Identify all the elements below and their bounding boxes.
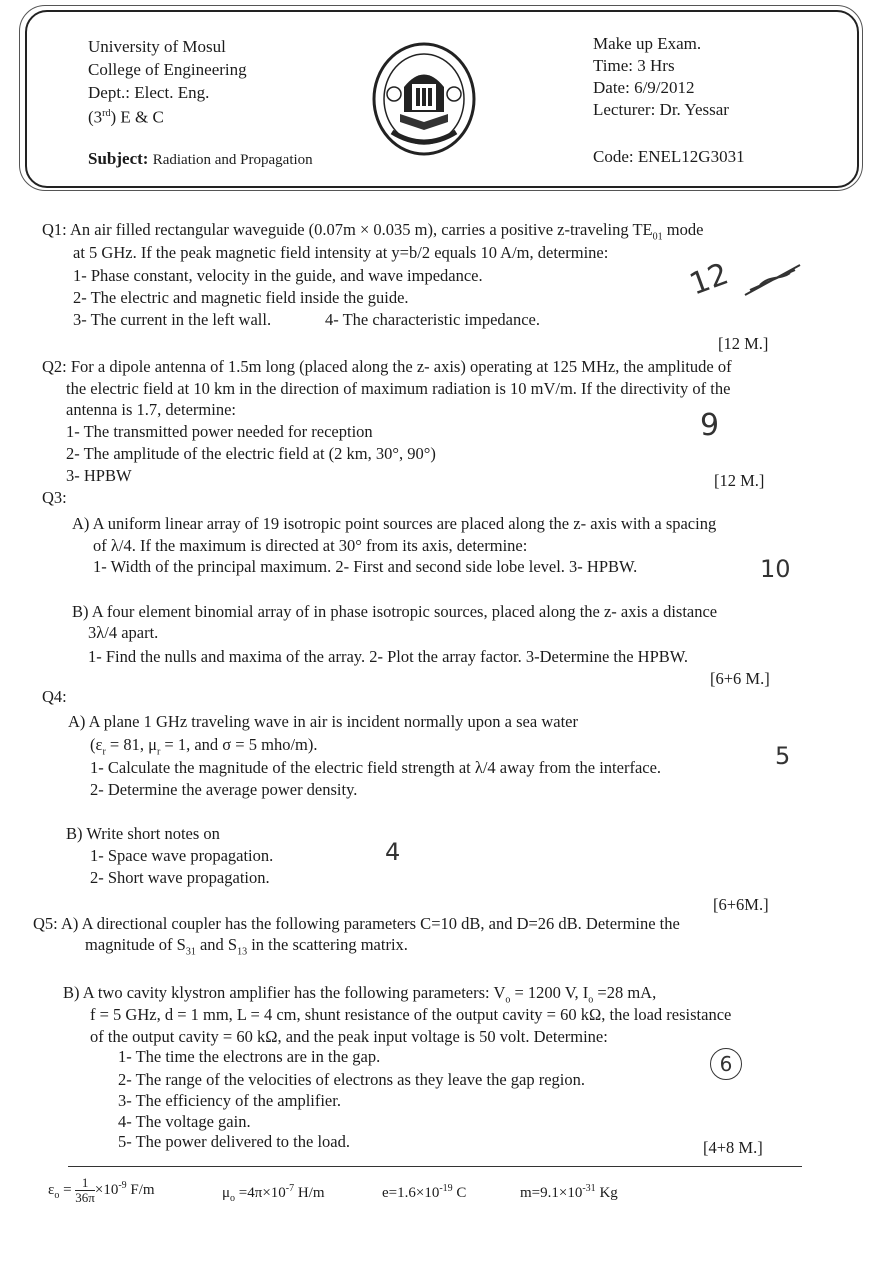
scribble-mark [740, 255, 810, 305]
q4a-line1: A) A plane 1 GHz traveling wave in air is incident normally upon a sea water [68, 712, 578, 731]
q2-line3: antenna is 1.7, determine: [66, 400, 236, 419]
q3-score: 10 [760, 555, 791, 583]
q5b-item4: 4- The voltage gain. [118, 1112, 251, 1131]
q4b-item2: 2- Short wave propagation. [90, 868, 270, 887]
constant-electron-mass: $m=9.1\times 10^{-31}$ Kg [520, 1183, 618, 1201]
department: Dept.: Elect. Eng. [88, 83, 210, 102]
q5b-line2: f = 5 GHz, d = 1 mm, L = 4 cm, shunt resistance of the output cavity = 60 kΩ, the load resistance [90, 1005, 732, 1024]
q4a-item2: 2- Determine the average power density. [90, 780, 358, 799]
exam-date: Date: 6/9/2012 [593, 78, 695, 97]
q3-label: Q3: [42, 488, 67, 507]
q1-item1: 1- Phase constant, velocity in the guide, and wave impedance. [73, 266, 483, 285]
q2-line2: the electric field at 10 km in the direction of maximum radiation is 10 mV/m. If the directivity of the [66, 379, 731, 398]
q4b-line1: B) Write short notes on [66, 824, 220, 843]
q2-item3: 3- HPBW [66, 466, 132, 485]
q1-score: 12 [685, 256, 734, 303]
q3a-line1: A) A uniform linear array of 19 isotropic point sources are placed along the z- axis with a spacing [72, 514, 717, 533]
q5a-line2: magnitude of $S_{31}$ and $S_{13}$ in the scattering matrix. [85, 935, 408, 958]
q4b-score: 4 [385, 838, 401, 866]
q5b-line1: B) A two cavity klystron amplifier has the following parameters: $V_o = 1200$ V, $I_o =28$ mA, [63, 983, 657, 1006]
footer-rule [68, 1166, 802, 1167]
q3a-line2: of λ/4. If the maximum is directed at 30° from its axis, determine: [93, 536, 528, 555]
university-seal [372, 42, 476, 156]
q5-marks: [4+8 M.] [703, 1138, 763, 1157]
q4-marks: [6+6M.] [713, 895, 769, 914]
university-name: University of Mosul [88, 37, 226, 56]
q2-marks: [12 M.] [714, 471, 765, 490]
q5b-item1: 1- The time the electrons are in the gap. [118, 1047, 381, 1066]
q2-item1: 1- The transmitted power needed for reception [66, 422, 373, 441]
q5-score: 6 [710, 1048, 742, 1080]
q1-line2: at 5 GHz. If the peak magnetic field intensity at y=b/2 equals 10 A/m, determine: [73, 243, 609, 262]
q1-item2: 2- The electric and magnetic field inside the guide. [73, 288, 409, 307]
q5b-item3: 3- The efficiency of the amplifier. [118, 1091, 341, 1110]
q5b-line3: of the output cavity = 60 kΩ, and the peak input voltage is 50 volt. Determine: [90, 1027, 608, 1046]
q4a-score: 5 [775, 742, 791, 770]
constant-mu: $\mu_o =4\pi\times 10^{-7}$ H/m [222, 1183, 325, 1204]
q1-item3: 3- The current in the left wall. [73, 310, 272, 329]
college-name: College of Engineering [88, 60, 247, 79]
q4-label: Q4: [42, 687, 67, 706]
q3-marks: [6+6 M.] [710, 669, 770, 688]
q2-score: 9 [700, 408, 720, 443]
q4a-line2: ($\varepsilon_r = 81$, $\mu_r = 1$, and σ = 5 mho/m). [90, 735, 318, 758]
lecturer: Lecturer: Dr. Yessar [593, 100, 729, 119]
q3a-items: 1- Width of the principal maximum. 2- First and second side lobe level. 3- HPBW. [93, 557, 638, 576]
constant-epsilon: $\varepsilon_o$ = $\frac{1}{36\pi}$ $\times 10^{-9}$ F/m [48, 1175, 155, 1205]
exam-type: Make up Exam. [593, 34, 702, 53]
exam-time: Time: 3 Hrs [593, 56, 675, 75]
course-code: Code: ENEL12G3031 [593, 147, 745, 166]
q3b-items: 1- Find the nulls and maxima of the array. 2- Plot the array factor. 3-Determine the HPBW. [88, 647, 688, 666]
q2-item2: 2- The amplitude of the electric field at (2 km, 30°, 90°) [66, 444, 436, 463]
q5a-line1: Q5: A) A directional coupler has the following parameters C=10 dB, and D=26 dB. Determine the [33, 914, 680, 933]
q1-marks: [12 M.] [718, 334, 769, 353]
q2-line1: Q2: For a dipole antenna of 1.5m long (placed along the z- axis) operating at 125 MHz, the amplitude of [42, 357, 732, 376]
q3b-line2: 3λ/4 apart. [88, 623, 159, 642]
q1-item4: 4- The characteristic impedance. [325, 310, 540, 329]
q4b-item1: 1- Space wave propagation. [90, 846, 274, 865]
constant-electron-charge: $e=1.6\times 10^{-19}$ C [382, 1183, 467, 1201]
q5b-item5: 5- The power delivered to the load. [118, 1132, 350, 1151]
q5b-item2: 2- The range of the velocities of electrons as they leave the gap region. [118, 1070, 586, 1089]
q4a-item1: 1- Calculate the magnitude of the electric field strength at λ/4 away from the interface. [90, 758, 662, 777]
q1-line1: Q1: An air filled rectangular waveguide (0.07m × 0.035 m), carries a positive z-traveling $TE_{01}$ mode [42, 220, 704, 243]
class-year: (3rd) E & C [88, 107, 164, 127]
q3b-line1: B) A four element binomial array of in phase isotropic sources, placed along the z- axis a distance [72, 602, 718, 621]
subject-line: Subject: Radiation and Propagation [88, 149, 313, 168]
